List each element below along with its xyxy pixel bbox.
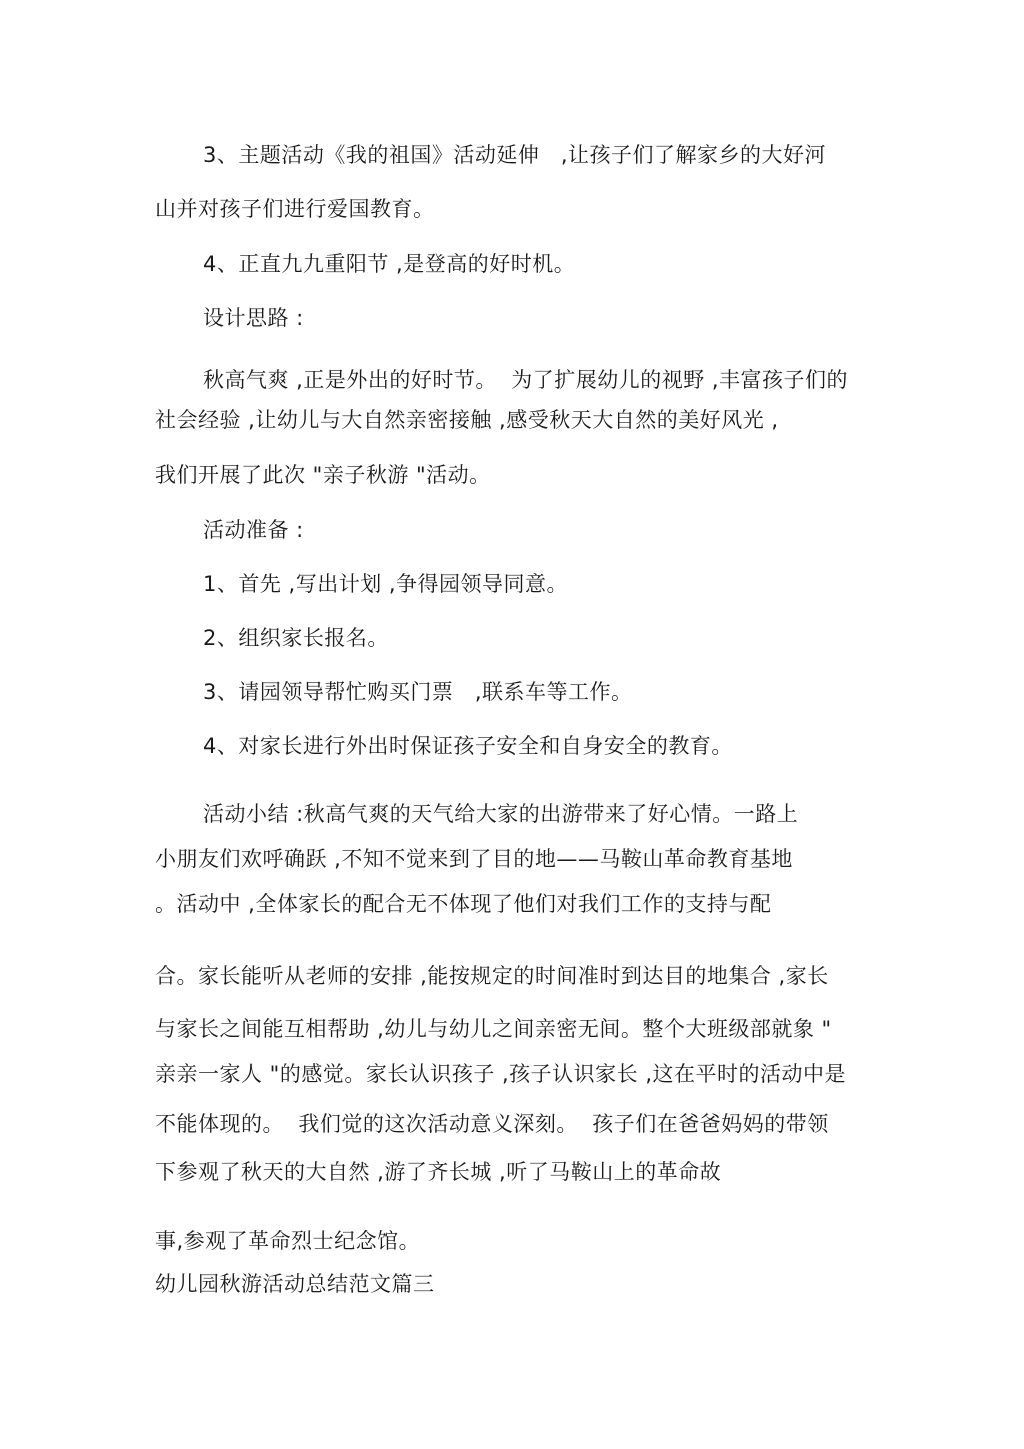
paragraph-line: 。活动中 ,全体家长的配合无不体现了他们对我们工作的支持与配 [155,892,772,916]
paragraph-line: 不能体现的。 我们觉的这次活动意义深刻。 孩子们在爸爸妈妈的带领 [155,1112,829,1136]
paragraph-line: 下参观了秋天的大自然 ,游了齐长城 ,听了马鞍山上的革命故 [155,1160,722,1184]
paragraph-line: 亲亲一家人 "的感觉。家长认识孩子 ,孩子认识家长 ,这在平时的活动中是 [155,1062,847,1086]
next-section-title: 幼儿园秋游活动总结范文篇三 [155,1272,435,1296]
paragraph-line: 与家长之间能互相帮助 ,幼儿与幼儿之间亲密无间。整个大班级部就象 " [155,1017,832,1041]
paragraph-line: 合。家长能听从老师的安排 ,能按规定的时间准时到达目的地集合 ,家长 [155,964,829,988]
paragraph-line: 山并对孩子们进行爱国教育。 [155,197,435,221]
section-heading: 设计思路 : [203,306,304,330]
paragraph-line: 秋高气爽 ,正是外出的好时节。 为了扩展幼儿的视野 ,丰富孩子们的 [203,368,849,392]
paragraph-line: 我们开展了此次 "亲子秋游 "活动。 [155,463,491,487]
list-item: 2、组织家长报名。 [203,626,389,650]
paragraph-line: 活动小结 :秋高气爽的天气给大家的出游带来了好心情。一路上 [203,802,799,826]
section-heading: 活动准备 : [203,518,304,542]
paragraph-line: 3、主题活动《我的祖国》活动延伸 ,让孩子们了解家乡的大好河 [203,143,827,167]
paragraph-line: 事,参观了革命烈士纪念馆。 [155,1229,421,1253]
list-item: 3、请园领导帮忙购买门票 ,联系车等工作。 [203,680,633,704]
list-item: 4、对家长进行外出时保证孩子安全和自身安全的教育。 [203,734,733,758]
paragraph-line: 4、正直九九重阳节 ,是登高的好时机。 [203,252,576,276]
paragraph-line: 小朋友们欢呼确跃 ,不知不觉来到了目的地——马鞍山革命教育基地 [155,847,793,871]
list-item: 1、首先 ,写出计划 ,争得园领导同意。 [203,572,569,596]
paragraph-line: 社会经验 ,让幼儿与大自然亲密接触 ,感受秋天大自然的美好风光 , [155,408,779,432]
